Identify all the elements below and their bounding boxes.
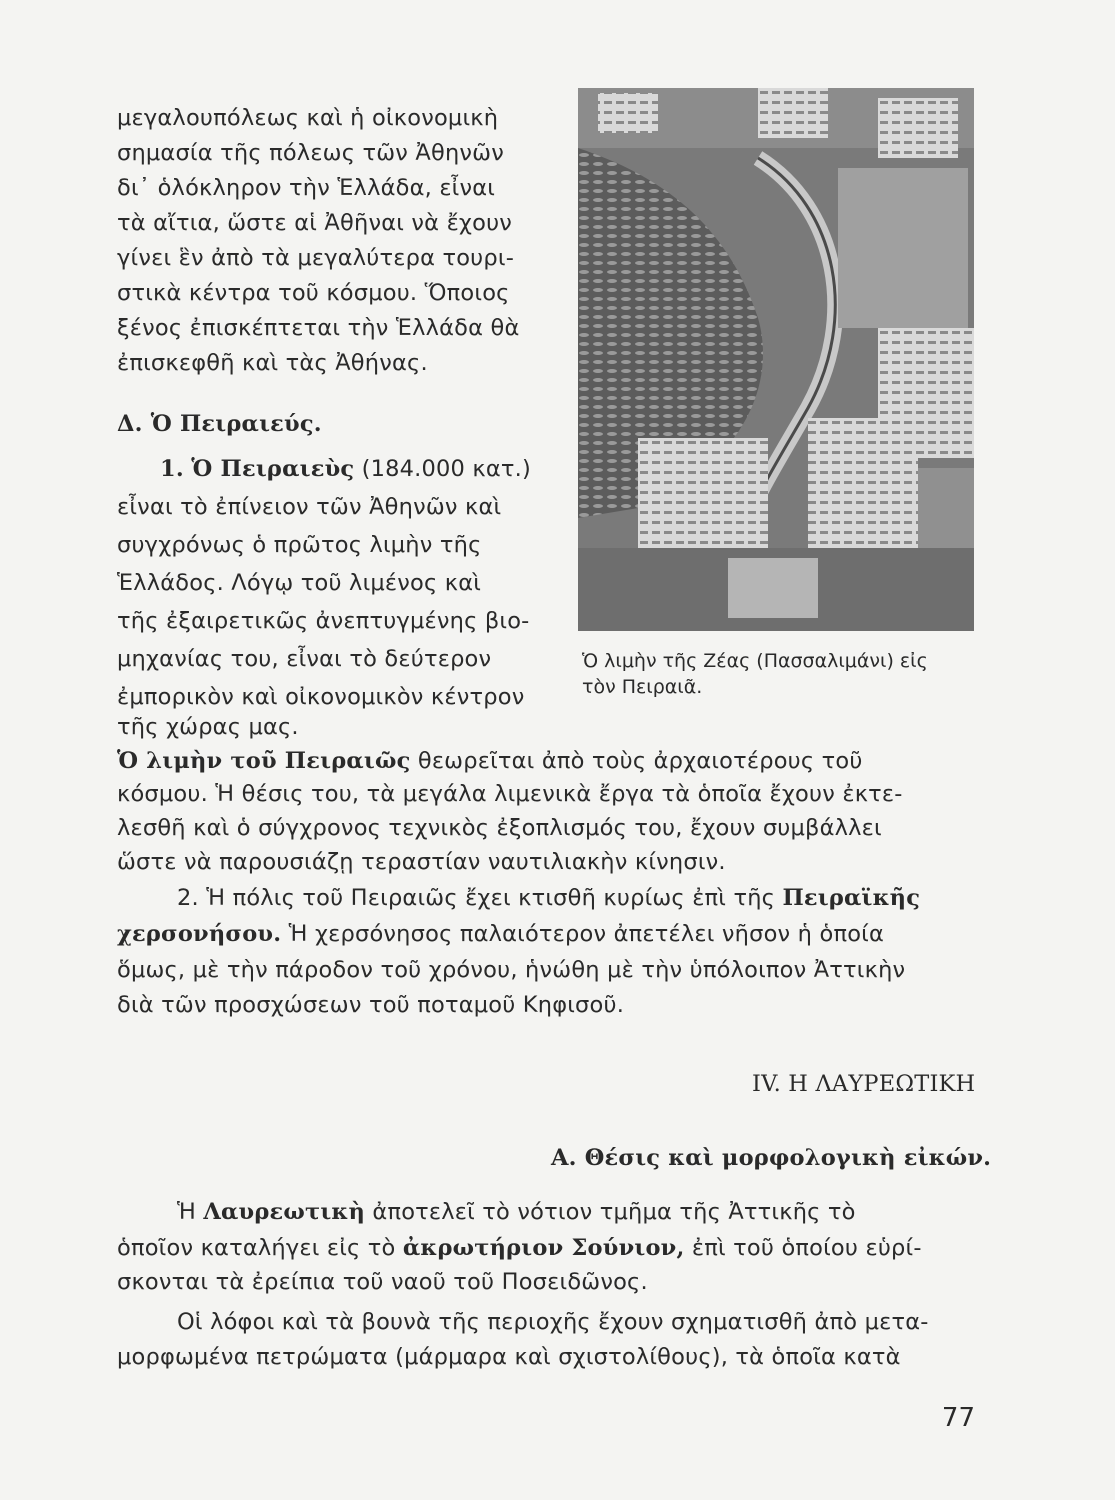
text-span: θεωρεῖται ἀπὸ τοὺς ἀρχαιοτέρους τοῦ xyxy=(410,748,863,774)
bold-term-peninsula: Πειραϊκῆς xyxy=(782,885,921,911)
paragraph-1-first-line xyxy=(160,454,531,484)
zea-harbor-image xyxy=(578,88,974,631)
paragraph-2-first-line xyxy=(177,883,920,913)
text-line: λεσθῆ καὶ ὁ σύγχρονος τεχνικὸς ἐξοπλισμός του, ἔχουν συμβάλλει xyxy=(117,815,882,841)
text-line: μηχανίας του, εἶναι τὸ δεύτερον xyxy=(117,646,492,672)
chapter-heading: IV. Η ΛΑΥΡΕΩΤΙΚΗ xyxy=(752,1071,976,1097)
text-line: ἐπισκεφθῆ καὶ τὰς Ἀθήνας. xyxy=(117,350,428,376)
page-number: 77 xyxy=(941,1403,975,1433)
text-span: ἐπὶ τοῦ ὁποίου εὑρί- xyxy=(684,1235,922,1261)
text-line: στικὰ κέντρα τοῦ κόσμου. Ὅποιος xyxy=(117,280,510,306)
bold-term-peninsula-cont: χερσονήσου. xyxy=(117,921,282,947)
text-line: σημασία τῆς πόλεως τῶν Ἀθηνῶν xyxy=(117,140,504,166)
text-line: εἶναι τὸ ἐπίνειον τῶν Ἀθηνῶν καὶ xyxy=(117,494,502,520)
harbor-photo xyxy=(578,88,974,631)
laurium-first-line xyxy=(177,1197,856,1227)
paragraph-2-second-line xyxy=(117,919,884,949)
text-line: τῆς χώρας μας. xyxy=(117,714,299,740)
harbor-paragraph-first-line xyxy=(117,746,863,776)
text-line: Ἑλλάδος. Λόγῳ τοῦ λιμένος καὶ xyxy=(117,570,482,596)
text-line: μορφωμένα πετρώματα (μάρμαρα καὶ σχιστολίθους), τὰ ὁποῖα κατὰ xyxy=(117,1344,901,1370)
photo-caption-line: τὸν Πειραιᾶ. xyxy=(582,676,703,698)
text-line: ὥστε νὰ παρουσιάζῃ τεραστίαν ναυτιλιακὴν κίνησιν. xyxy=(117,849,726,875)
laurium-second-line xyxy=(117,1233,922,1263)
text-line: διὰ τῶν προσχώσεων τοῦ ποταμοῦ Κηφισοῦ. xyxy=(117,992,625,1018)
section-heading-piraeus: Δ. Ὁ Πειραιεύς. xyxy=(117,411,322,437)
text-line: ὅμως, μὲ τὴν πάροδον τοῦ χρόνου, ἡνώθη μὲ τὴν ὑπόλοιπον Ἀττικὴν xyxy=(117,957,906,983)
text-span: ἀποτελεῖ τὸ νότιον τμῆμα τῆς Ἀττικῆς τὸ xyxy=(365,1199,856,1225)
text-span: 2. Ἡ πόλις τοῦ Πειραιῶς ἔχει κτισθῆ κυρίως ἐπὶ τῆς xyxy=(177,885,783,911)
population-text: (184.000 κατ.) xyxy=(354,456,531,482)
text-line: μεγαλουπόλεως καὶ ἡ οἰκονομικὴ xyxy=(117,105,499,131)
text-span: ὁποῖον καταλήγει εἰς τὸ xyxy=(117,1235,403,1261)
text-line: ξένος ἐπισκέπτεται τὴν Ἑλλάδα θὰ xyxy=(117,315,520,341)
bold-term-piraeus: Ὁ Πειραιεὺς xyxy=(191,456,355,482)
text-line: γίνει ἓν ἀπὸ τὰ μεγαλύτερα τουρι- xyxy=(117,245,515,271)
text-line: ἐμπορικὸν καὶ οἰκονομικὸν κέντρον xyxy=(117,684,525,710)
text-line: συγχρόνως ὁ πρῶτος λιμὴν τῆς xyxy=(117,532,482,558)
section-heading-position: Α. Θέσις καὶ μορφολογικὴ εἰκών. xyxy=(551,1145,992,1171)
text-span: Ἡ xyxy=(177,1199,204,1225)
text-line: Οἱ λόφοι καὶ τὰ βουνὰ τῆς περιοχῆς ἔχουν σχηματισθῆ ἀπὸ μετα- xyxy=(177,1309,929,1335)
text-line: δι᾽ ὁλόκληρον τὴν Ἑλλάδα, εἶναι xyxy=(117,175,496,201)
text-line: κόσμου. Ἡ θέσις του, τὰ μεγάλα λιμενικὰ ἔργα τὰ ὁποῖα ἔχουν ἐκτε- xyxy=(117,781,903,807)
text-line: σκονται τὰ ἐρείπια τοῦ ναοῦ τοῦ Ποσειδῶνος. xyxy=(117,1269,648,1295)
bold-term-lavreotiki: Λαυρεωτικὴ xyxy=(203,1199,366,1225)
text-line: τῆς ἐξαιρετικῶς ἀνεπτυγμένης βιο- xyxy=(117,608,530,634)
paragraph-number: 1. xyxy=(160,456,184,482)
text-span: Ἡ χερσόνησος παλαιότερον ἀπετέλει νῆσον ἡ ὁποία xyxy=(281,921,885,947)
text-line: τὰ αἴτια, ὥστε αἱ Ἀθῆναι νὰ ἔχουν xyxy=(117,210,513,236)
bold-term-sounion: ἀκρωτήριον Σούνιον, xyxy=(402,1235,685,1261)
photo-caption-line: Ὁ λιμὴν τῆς Ζέας (Πασσαλιμάνι) εἰς xyxy=(582,650,928,672)
bold-term-harbor: Ὁ λιμὴν τοῦ Πειραιῶς xyxy=(117,748,411,774)
